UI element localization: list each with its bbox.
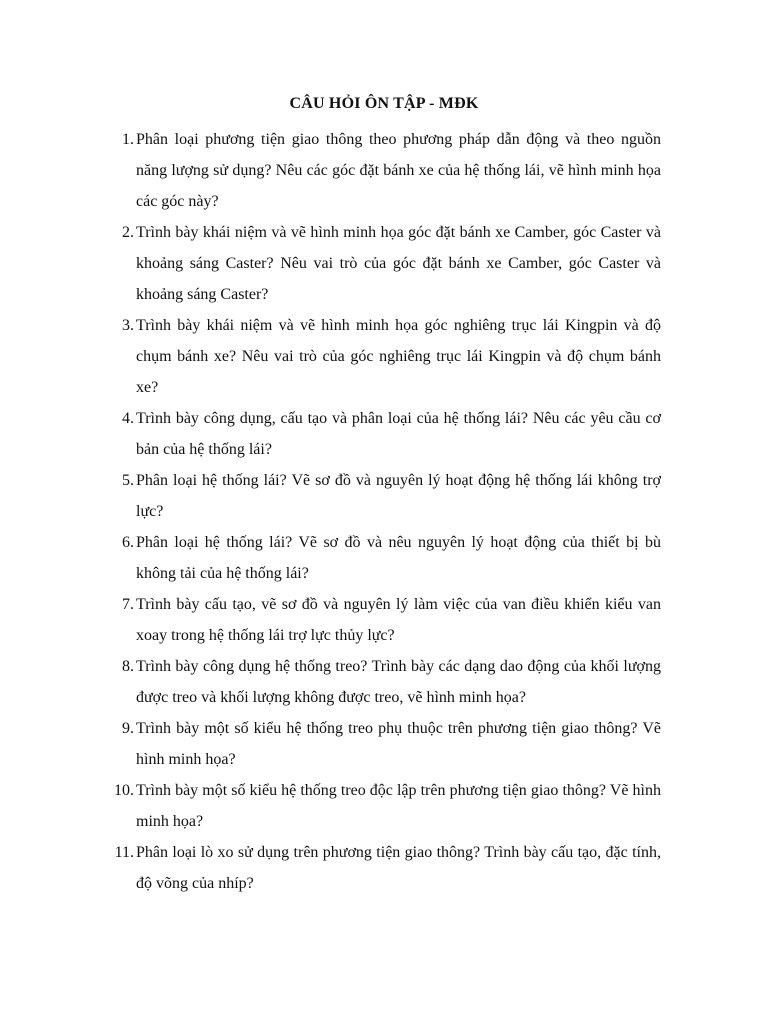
question-item bbox=[104, 403, 661, 465]
question-item bbox=[104, 837, 661, 899]
question-item bbox=[104, 775, 661, 837]
question-item bbox=[104, 217, 661, 310]
question-number: 2. bbox=[122, 224, 134, 241]
question-number: 3. bbox=[122, 317, 134, 334]
question-text: Trình bày cấu tạo, vẽ sơ đồ và nguyên lý làm việc của van điều khiển kiểu van xoay trong hệ thống lái trợ lực thủy lực? bbox=[136, 596, 661, 644]
question-item bbox=[104, 589, 661, 651]
question-number: 10. bbox=[114, 782, 134, 799]
question-number: 8. bbox=[122, 658, 134, 675]
question-text: Trình bày công dụng, cấu tạo và phân loại của hệ thống lái? Nêu các yêu cầu cơ bản của hệ thống lái? bbox=[136, 410, 661, 458]
question-text: Trình bày một số kiểu hệ thống treo độc lập trên phương tiện giao thông? Vẽ hình minh họa? bbox=[136, 782, 661, 830]
question-list bbox=[104, 124, 661, 899]
question-item bbox=[104, 713, 661, 775]
question-number: 9. bbox=[122, 720, 134, 737]
question-number: 11. bbox=[114, 844, 134, 861]
question-item bbox=[104, 310, 661, 403]
question-text: Trình bày một số kiểu hệ thống treo phụ thuộc trên phương tiện giao thông? Vẽ hình minh họa? bbox=[136, 720, 661, 768]
question-text: Phân loại hệ thống lái? Vẽ sơ đồ và nêu nguyên lý hoạt động của thiết bị bù không tải của hệ thống lái? bbox=[136, 534, 661, 582]
question-text: Phân loại lò xo sử dụng trên phương tiện giao thông? Trình bày cấu tạo, đặc tính, độ võng của nhíp? bbox=[136, 844, 661, 892]
question-number: 6. bbox=[122, 534, 134, 551]
question-text: Phân loại hệ thống lái? Vẽ sơ đồ và nguyên lý hoạt động hệ thống lái không trợ lực? bbox=[136, 472, 661, 520]
question-number: 7. bbox=[122, 596, 134, 613]
question-number: 1. bbox=[122, 131, 134, 148]
question-number: 5. bbox=[122, 472, 134, 489]
question-item bbox=[104, 465, 661, 527]
question-text: Trình bày khái niệm và vẽ hình minh họa góc nghiêng trục lái Kingpin và độ chụm bánh xe? Nêu vai trò của góc nghiêng trục lái Kingpin và độ chụm bánh xe? bbox=[136, 317, 661, 396]
question-item bbox=[104, 651, 661, 713]
question-item bbox=[104, 527, 661, 589]
question-text: Trình bày công dụng hệ thống treo? Trình bày các dạng dao động của khối lượng được treo và khối lượng không được treo, vẽ hình minh họa? bbox=[136, 658, 661, 706]
question-text: Trình bày khái niệm và vẽ hình minh họa góc đặt bánh xe Camber, góc Caster và khoảng sáng Caster? Nêu vai trò của góc đặt bánh xe Camber, góc Caster và khoảng sáng Caster? bbox=[136, 224, 661, 303]
document-title: CÂU HỎI ÔN TẬP - MĐK bbox=[289, 95, 479, 112]
question-number: 4. bbox=[122, 410, 134, 427]
question-text: Phân loại phương tiện giao thông theo phương pháp dẫn động và theo nguồn năng lượng sử dụng? Nêu các góc đặt bánh xe của hệ thống lái, vẽ hình minh họa các góc này? bbox=[136, 131, 661, 210]
question-item bbox=[104, 124, 661, 217]
